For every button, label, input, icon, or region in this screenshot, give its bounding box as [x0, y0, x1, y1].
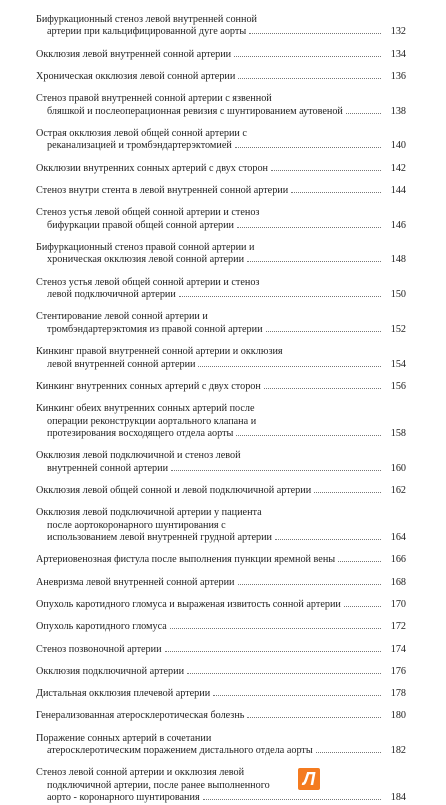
toc-entry-page-number: 132: [390, 26, 406, 38]
toc-entry-page-number: 178: [390, 688, 406, 700]
toc-entry-title-line: протезирования восходящего отдела аорты: [47, 427, 234, 439]
toc-entry: [36, 311, 406, 336]
toc-entry: [36, 128, 406, 153]
toc-entry: [36, 450, 406, 475]
dot-leader: [314, 492, 381, 493]
dot-leader: [249, 33, 381, 34]
toc-entry-title-line: внутренней сонной артерии: [47, 462, 169, 474]
toc-entry-title-line: тромбэндартерэктомия из правой сонной артерии: [47, 323, 263, 335]
toc-entry-title-line: после аортокоронарного шунтирования с: [47, 519, 226, 531]
toc-entry: [36, 71, 406, 83]
toc-entry-title-line: подключичной артерии, после ранее выполненного: [47, 779, 270, 791]
logo-letter: Л: [302, 769, 316, 789]
toc-entry-title-line: Аневризма левой внутренней сонной артерии: [36, 576, 235, 588]
toc-entry-title-line: левой внутренней сонной артерии: [47, 358, 196, 370]
toc-entry: [36, 49, 406, 61]
dot-leader: [264, 388, 381, 389]
toc-entry-title-line: реканализацией и тромбэндартерэктомией: [47, 140, 232, 152]
dot-leader: [235, 147, 381, 148]
dot-leader: [266, 331, 381, 332]
dot-leader: [247, 717, 381, 718]
toc-entry: [36, 277, 406, 302]
toc-entry-title-line: Поражение сонных артерий в сочетании: [36, 732, 212, 744]
dot-leader: [344, 606, 381, 607]
toc-entry-title-line: Окклюзия левой подключичной артерии у пациента: [36, 507, 262, 519]
toc-entry-title-line: Кинкинг обеих внутренних сонных артерий после: [36, 403, 255, 415]
toc-entry-page-number: 152: [390, 323, 406, 335]
dot-leader: [236, 435, 381, 436]
dot-leader: [275, 539, 381, 540]
dot-leader: [271, 170, 381, 171]
toc-entry-page-number: 170: [390, 598, 406, 610]
table-of-contents: [36, 14, 406, 805]
toc-entry-title-line: Острая окклюзия левой общей сонной артерии с: [36, 128, 247, 139]
toc-entry: [36, 621, 406, 633]
toc-entry-title-line: Кинкинг правой внутренней сонной артерии и окклюзия: [36, 346, 283, 358]
toc-entry: [36, 554, 406, 566]
toc-entry-page-number: 164: [390, 532, 406, 544]
toc-entry-page-number: 166: [390, 554, 406, 566]
toc-entry: [36, 599, 406, 611]
toc-entry-page-number: 154: [390, 358, 406, 370]
toc-entry-title-line: Стеноз правой внутренней сонной артерии с язвенной: [36, 93, 272, 105]
toc-entry-title-line: Окклюзии внутренних сонных артерий с двух сторон: [36, 162, 268, 174]
toc-entry-title-line: Опухоль каротидного гломуса и выраженая извитость сонной артерии: [36, 598, 341, 610]
toc-entry-page-number: 184: [390, 792, 406, 804]
toc-entry-page-number: 158: [390, 427, 406, 439]
toc-entry-title-line: Стеноз устья левой общей сонной артерии и стеноз: [36, 207, 260, 219]
toc-entry-page-number: 148: [390, 254, 406, 266]
toc-entry-page-number: 138: [390, 105, 406, 117]
dot-leader: [165, 651, 381, 652]
toc-entry-title-line: Кинкинг внутренних сонных артерий с двух сторон: [36, 380, 261, 392]
dot-leader: [247, 261, 381, 262]
toc-entry-page-number: 144: [390, 185, 406, 196]
toc-entry-page-number: 162: [390, 484, 406, 496]
toc-entry-page-number: 172: [390, 621, 406, 633]
toc-entry-title-line: Опухоль каротидного гломуса: [36, 621, 167, 633]
toc-entry: [36, 163, 406, 175]
toc-entry-title-line: операции реконструкции аортального клапана и: [47, 415, 257, 427]
toc-entry-title-line: Дистальная окклюзия плечевой артерии: [36, 688, 211, 700]
toc-entry-title-line: атеросклеротическим поражением дистального отдела аорты: [47, 745, 313, 757]
toc-entry-page-number: 156: [390, 380, 406, 392]
toc-entry-page-number: 168: [390, 576, 406, 588]
dot-leader: [338, 561, 381, 562]
dot-leader: [238, 78, 381, 79]
dot-leader: [170, 628, 381, 629]
toc-entry-page-number: 146: [390, 219, 406, 231]
toc-entry-title-line: бляшкой и послеоперационная ревизия с шунтированием аутовеной: [47, 105, 343, 117]
toc-entry-page-number: 174: [390, 643, 406, 655]
toc-entry: [36, 644, 406, 656]
toc-entry-page-number: 182: [390, 745, 406, 757]
toc-entry-page-number: 140: [390, 140, 406, 152]
dot-leader: [179, 296, 381, 297]
toc-entry-title-line: Окклюзия подключичной артерии: [36, 665, 185, 677]
toc-entry: [36, 242, 406, 267]
toc-entry-page-number: 176: [390, 665, 406, 677]
toc-entry-title-line: Генерализованная атеросклеротическая болезнь: [36, 710, 245, 722]
dot-leader: [234, 56, 381, 57]
dot-leader: [291, 192, 381, 193]
toc-entry: [36, 346, 406, 371]
toc-entry-title-line: Окклюзия левой внутренней сонной артерии: [36, 48, 232, 60]
toc-entry: [36, 767, 406, 804]
toc-entry-page-number: 142: [390, 162, 406, 174]
dot-leader: [198, 366, 381, 367]
toc-entry-title-line: Артериовенозная фистула после выполнения пункции яремной вены: [36, 554, 336, 566]
litres-logo: [298, 768, 320, 790]
toc-entry-page-number: 136: [390, 71, 406, 82]
toc-entry: [36, 577, 406, 589]
toc-entry: [36, 14, 406, 39]
toc-entry-title-line: аорто - коронарного шунтирования: [47, 792, 200, 804]
dot-leader: [187, 673, 381, 674]
toc-entry-title-line: Хроническая окклюзия левой сонной артерии: [36, 71, 236, 82]
toc-entry-title-line: Бифуркационный стеноз левой внутренней сонной: [36, 14, 257, 25]
dot-leader: [238, 584, 382, 585]
toc-entry-page-number: 180: [390, 710, 406, 722]
toc-entry: [36, 710, 406, 722]
toc-entry: [36, 733, 406, 758]
toc-entry: [36, 666, 406, 678]
dot-leader: [171, 470, 381, 471]
toc-entry-title-line: Бифуркационный стеноз правой сонной артерии и: [36, 242, 255, 253]
toc-entry-title-line: бифуркации правой общей сонной артерии: [47, 219, 234, 231]
dot-leader: [346, 113, 381, 114]
toc-entry: [36, 403, 406, 440]
toc-entry-title-line: Стеноз устья левой общей сонной артерии и стеноз: [36, 276, 260, 288]
toc-entry: [36, 381, 406, 393]
toc-entry-title-line: левой подключичной артерии: [47, 289, 176, 301]
toc-entry: [36, 485, 406, 497]
toc-entry-page-number: 134: [390, 48, 406, 60]
toc-entry-page-number: 150: [390, 289, 406, 301]
toc-entry: [36, 688, 406, 700]
toc-entry-title-line: артерии при кальцифицированной дуге аорты: [47, 26, 247, 38]
toc-entry: [36, 93, 406, 118]
toc-entry-title-line: Окклюзия левой подключичной и стеноз левой: [36, 450, 241, 462]
toc-entry-title-line: хроническая окклюзия левой сонной артерии: [47, 254, 245, 266]
toc-entry: [36, 207, 406, 232]
toc-entry-title-line: Окклюзия левой общей сонной и левой подключичной артерии: [36, 484, 312, 496]
dot-leader: [213, 695, 381, 696]
toc-entry-page-number: 160: [390, 462, 406, 474]
toc-entry-title-line: использованием левой внутренней грудной артерии: [47, 532, 272, 544]
toc-entry-title-line: Стентирование левой сонной артерии и: [36, 311, 208, 323]
toc-entry: [36, 185, 406, 197]
toc-entry: [36, 507, 406, 544]
toc-entry-title-line: Стеноз позвоночной артерии: [36, 643, 162, 655]
toc-entry-title-line: Стеноз левой сонной артерии и окклюзия левой: [36, 767, 245, 779]
dot-leader: [237, 227, 381, 228]
toc-entry-title-line: Стеноз внутри стента в левой внутренней сонной артерии: [36, 185, 289, 196]
dot-leader: [316, 752, 381, 753]
